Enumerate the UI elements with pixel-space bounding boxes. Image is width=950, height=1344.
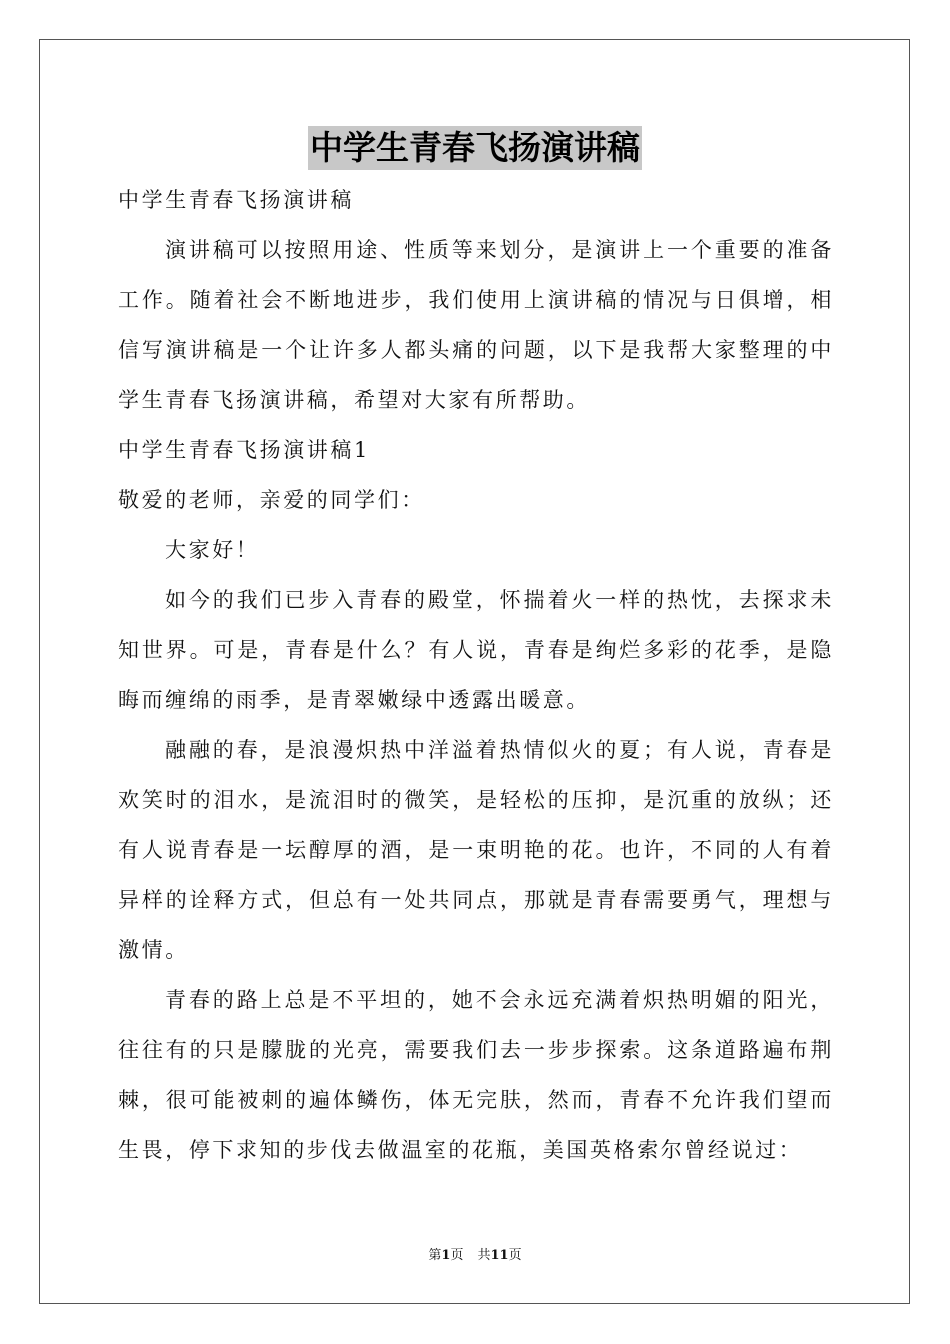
footer-page-suffix: 页 <box>450 1248 464 1263</box>
footer-page-number: 1 <box>441 1248 451 1263</box>
subtitle-line: 中学生青春飞扬演讲稿 <box>118 188 354 212</box>
greeting: 大家好！ <box>165 538 260 562</box>
footer-total-pages: 11 <box>490 1248 509 1263</box>
body-paragraph-2: 融融的春，是浪漫炽热中洋溢着热情似火的夏；有人说，青春是欢笑时的泪水，是流泪时的微笑，是轻松的压抑，是沉重的放纵；还有人说青春是一坛醇厚的酒，是一束明艳的花。也许，不同的人有着异样的诠释方式，但总有一处共同点，那就是青春需要勇气，理想与激情。 <box>118 738 834 962</box>
footer-total-suffix: 页 <box>508 1248 522 1263</box>
title-container <box>0 126 950 170</box>
document-body <box>118 175 834 1175</box>
intro-paragraph: 演讲稿可以按照用途、性质等来划分，是演讲上一个重要的准备工作。随着社会不断地进步，我们使用上演讲稿的情况与日俱增，相信写演讲稿是一个让许多人都头痛的问题，以下是我帮大家整理的中学生青春飞扬演讲稿，希望对大家有所帮助。 <box>118 238 834 412</box>
salutation: 敬爱的老师，亲爱的同学们： <box>118 488 425 512</box>
section-heading: 中学生青春飞扬演讲稿1 <box>118 438 370 462</box>
page-footer <box>0 1247 950 1265</box>
body-paragraph-3: 青春的路上总是不平坦的，她不会永远充满着炽热明媚的阳光，往往有的只是朦胧的光亮，需要我们去一步步探索。这条道路遍布荆棘，很可能被刺的遍体鳞伤，体无完肤，然而，青春不允许我们望而生畏，停下求知的步伐去做温室的花瓶，美国英格索尔曾经说过： <box>118 988 834 1162</box>
footer-total-prefix: 共 <box>477 1248 491 1263</box>
body-paragraph-1: 如今的我们已步入青春的殿堂，怀揣着火一样的热忱，去探求未知世界。可是，青春是什么？有人说，青春是绚烂多彩的花季，是隐晦而缠绵的雨季，是青翠嫩绿中透露出暖意。 <box>118 588 834 712</box>
footer-page-prefix: 第 <box>428 1248 442 1263</box>
document-title: 中学生青春飞扬演讲稿 <box>308 126 642 170</box>
